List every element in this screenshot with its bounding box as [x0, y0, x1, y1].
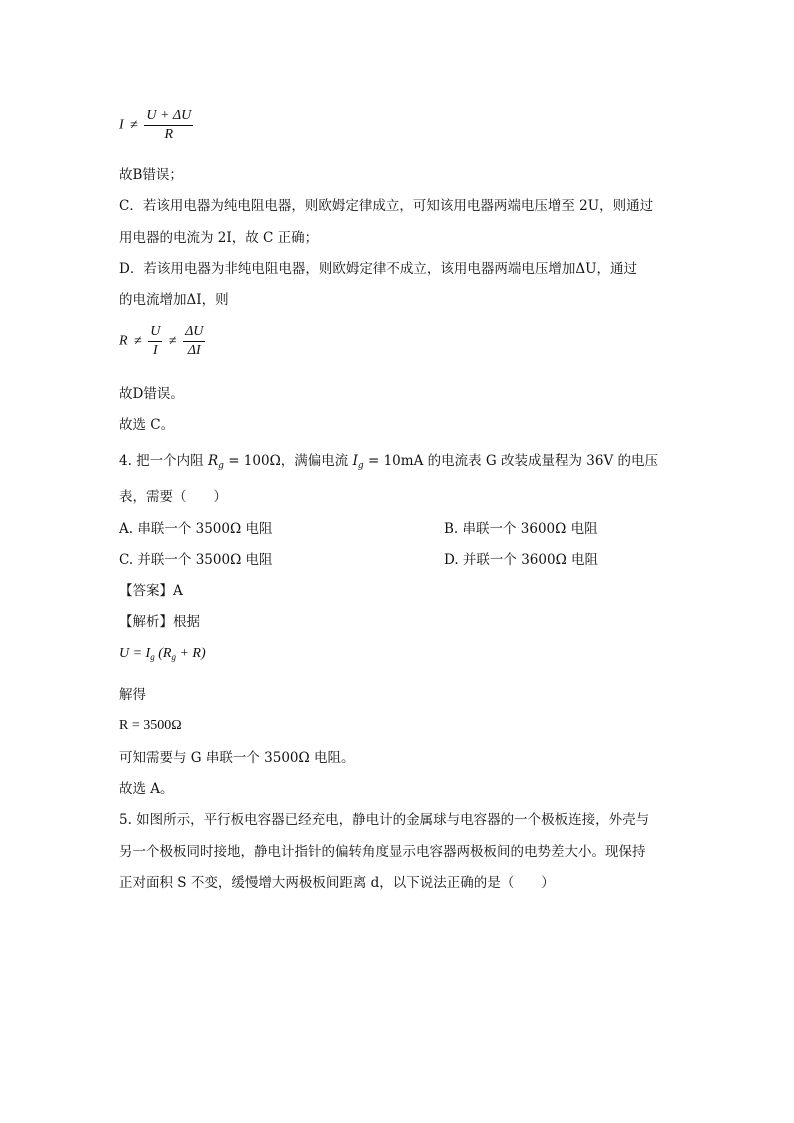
q4-option-d: D. 并联一个 3600Ω 电阻	[444, 552, 599, 568]
text-d-line2: 的电流增加ΔI，则	[119, 292, 229, 308]
eq1-lhs: I	[119, 117, 124, 133]
q4-stem-c: 的电流表 G 改装成量程为 36V 的电压	[427, 453, 659, 469]
text-d-line1: D．若该用电器为非纯电阻电器，则欧姆定律不成立，该用电器两端电压增加ΔU，通过	[119, 261, 637, 277]
eq2-numerator2: ΔU	[183, 324, 205, 342]
q5-stem-line2: 另一个极板同时接地，静电计指针的偏转角度显示电容器两极板间的电势差大小。现保持	[119, 844, 646, 860]
q4-stem-a: 4. 把一个内阻	[119, 453, 204, 469]
eq3-lhs: U = I	[119, 646, 151, 661]
eq2-denominator2: ΔI	[187, 343, 201, 358]
text-b-wrong: 故B错误；	[119, 167, 183, 183]
text-d-wrong: 故D错误。	[119, 386, 184, 402]
q4-stem-line1	[119, 452, 658, 475]
eq2-fraction1	[148, 324, 162, 359]
q4-ig-subscript: g	[357, 461, 364, 471]
eq2-lhs: R	[119, 333, 128, 349]
eq3-tail: + R)	[179, 646, 206, 661]
q4-rg-value: = 100Ω	[228, 453, 281, 469]
q4-stem-line2: 表，需要（ ）	[119, 489, 227, 505]
q4-solve: 解得	[119, 687, 146, 703]
q4-ig-symbol: I	[352, 453, 358, 469]
eq1-rel: ≠	[130, 117, 138, 133]
text-c-line1: C．若该用电器为纯电阻电器，则欧姆定律成立，可知该用电器两端电压增至 2U，则通过	[119, 198, 654, 214]
q4-analysis: 【解析】根据	[119, 614, 200, 630]
q5-stem-line1: 5. 如图所示，平行板电容器已经充电，静电计的金属球与电容器的一个极板连接，外壳与	[119, 812, 650, 828]
q4-rg-subscript: g	[218, 461, 224, 471]
equation-current-not-equal	[119, 108, 193, 143]
eq2-fraction2	[183, 324, 205, 359]
q4-option-a: A. 串联一个 3500Ω 电阻	[119, 521, 273, 537]
equation-resistance-not-equal	[119, 324, 205, 359]
q4-equation-voltage	[119, 646, 206, 662]
eq1-fraction	[144, 108, 193, 143]
eq3-paren: (R	[158, 646, 172, 661]
eq2-rel1: ≠	[134, 333, 142, 349]
text-choose-c: 故选 C。	[119, 417, 175, 433]
eq1-numerator: U + ΔU	[144, 108, 193, 126]
eq3-rg-subscript: g	[171, 652, 176, 662]
eq2-rel2: ≠	[168, 333, 177, 349]
text-c-line2: 用电器的电流为 2I，故 C 正确；	[119, 230, 319, 246]
q4-choose: 故选 A。	[119, 781, 174, 797]
eq1-denominator: R	[164, 127, 174, 142]
q4-answer: 【答案】A	[119, 583, 183, 599]
q5-stem-line3: 正对面积 S 不变，缓慢增大两极板间距离 d，以下说法正确的是（ ）	[119, 875, 555, 891]
q4-equation-result: R = 3500Ω	[119, 718, 182, 733]
eq2-denominator1: I	[152, 343, 158, 358]
eq2-numerator1: U	[148, 324, 162, 342]
q4-rg-symbol: R	[207, 453, 219, 469]
eq3-subscript: g	[150, 652, 155, 662]
q4-option-b: B. 串联一个 3600Ω 电阻	[444, 521, 598, 537]
q4-stem-b: ，满偏电流	[280, 453, 349, 469]
q4-option-c: C. 并联一个 3500Ω 电阻	[119, 552, 273, 568]
q4-ig-value: = 10mA	[367, 453, 424, 469]
q4-conclusion: 可知需要与 G 串联一个 3500Ω 电阻。	[119, 750, 355, 766]
